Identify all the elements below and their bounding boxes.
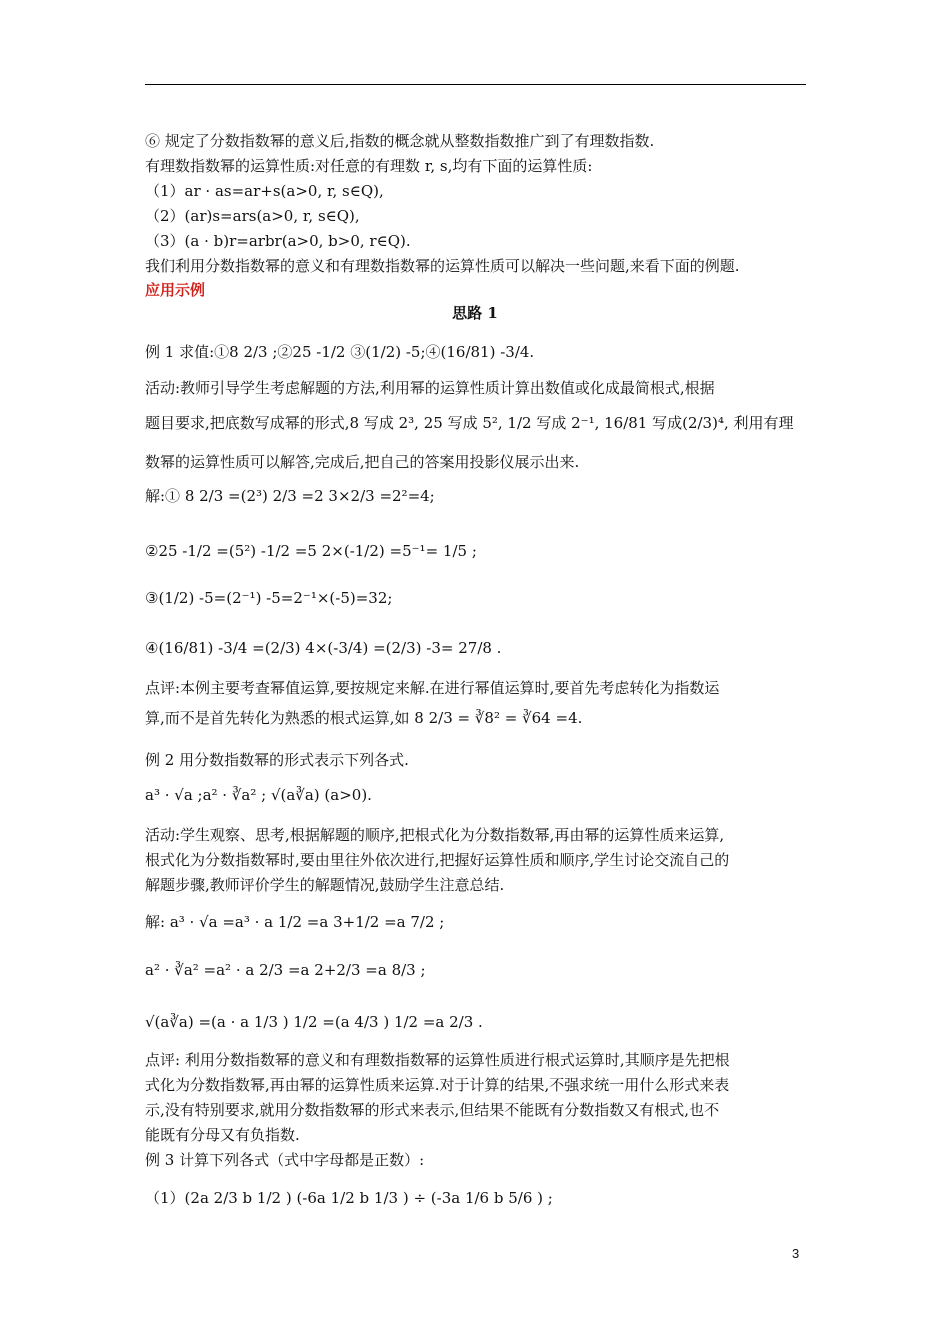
solution-line: 解:① 8 2/3 =(2³) 2/3 =2 3×2/3 =2²=4; bbox=[145, 487, 435, 505]
activity-line: 活动:教师引导学生考虑解题的方法,利用幂的运算性质计算出数值或化成最简根式,根据 bbox=[145, 379, 715, 397]
solution-line: ②25 -1/2 =(5²) -1/2 =5 2×(-1/2) =5⁻¹= 1/5 ; bbox=[145, 542, 477, 560]
review-line: 算,而不是首先转化为熟悉的根式运算,如 8 2/3 = ∛8² = ∛64 =4. bbox=[145, 709, 583, 727]
activity-line: 数幂的运算性质可以解答,完成后,把自己的答案用投影仪展示出来. bbox=[145, 453, 580, 471]
example-3-title: 例 3 计算下列各式（式中字母都是正数）: bbox=[145, 1151, 425, 1169]
formula-line: （3）(a · b)r=arbr(a>0, b>0, r∈Q). bbox=[145, 232, 411, 250]
review-line: 式化为分数指数幂,再由幂的运算性质来运算.对于计算的结果,不强求统一用什么形式来表 bbox=[145, 1076, 730, 1094]
activity-line: 活动:学生观察、思考,根据解题的顺序,把根式化为分数指数幂,再由幂的运算性质来运算, bbox=[145, 826, 725, 844]
subheading: 思路 1 bbox=[452, 304, 498, 322]
activity-line: 解题步骤,教师评价学生的解题情况,鼓励学生注意总结. bbox=[145, 876, 505, 894]
activity-line: 根式化为分数指数幂时,要由里往外依次进行,把握好运算性质和顺序,学生讨论交流自己的 bbox=[145, 851, 730, 869]
formula-line: （2）(ar)s=ars(a>0, r, s∈Q), bbox=[145, 207, 360, 225]
example-1-title: 例 1 求值:①8 2/3 ;②25 -1/2 ③(1/2) -5;④(16/81) -3/4. bbox=[145, 343, 535, 361]
formula-line: （1）(2a 2/3 b 1/2 ) (-6a 1/2 b 1/3 ) ÷ (-3a 1/6 b 5/6 ) ; bbox=[145, 1189, 553, 1207]
solution-line: 解: a³ · √a =a³ · a 1/2 =a 3+1/2 =a 7/2 ; bbox=[145, 913, 445, 931]
formula-line: （1）ar · as=ar+s(a>0, r, s∈Q), bbox=[145, 182, 384, 200]
review-line: 点评: 利用分数指数幂的意义和有理数指数幂的运算性质进行根式运算时,其顺序是先把根 bbox=[145, 1051, 730, 1069]
review-line: 示,没有特别要求,就用分数指数幂的形式来表示,但结果不能既有分数指数又有根式,也不 bbox=[145, 1101, 720, 1119]
paragraph: 有理数指数幂的运算性质:对任意的有理数 r, s,均有下面的运算性质: bbox=[145, 157, 593, 175]
solution-line: a² · ∛a² =a² · a 2/3 =a 2+2/3 =a 8/3 ; bbox=[145, 961, 426, 979]
activity-line: 题目要求,把底数写成幂的形式,8 写成 2³, 25 写成 5², 1/2 写成 2⁻¹, 16/81 写成(2/3)⁴, 利用有理 bbox=[145, 414, 794, 432]
section-heading: 应用示例 bbox=[145, 281, 206, 299]
formula-line: a³ · √a ;a² · ∛a² ; √(a∛a) (a>0). bbox=[145, 786, 372, 804]
solution-line: ④(16/81) -3/4 =(2/3) 4×(-3/4) =(2/3) -3= 27/8 . bbox=[145, 639, 502, 657]
paragraph: 我们利用分数指数幂的意义和有理数指数幂的运算性质可以解决一些问题,来看下面的例题. bbox=[145, 257, 740, 275]
solution-line: √(a∛a) =(a · a 1/3 ) 1/2 =(a 4/3 ) 1/2 =a 2/3 . bbox=[145, 1013, 483, 1031]
page-number: 3 bbox=[792, 1246, 800, 1261]
paragraph: ⑥ 规定了分数指数幂的意义后,指数的概念就从整数指数推广到了有理数指数. bbox=[145, 132, 655, 150]
review-line: 点评:本例主要考查幂值运算,要按规定来解.在进行幂值运算时,要首先考虑转化为指数运 bbox=[145, 679, 720, 697]
header-rule bbox=[145, 84, 806, 85]
review-line: 能既有分母又有负指数. bbox=[145, 1126, 300, 1144]
solution-line: ③(1/2) -5=(2⁻¹) -5=2⁻¹×(-5)=32; bbox=[145, 589, 393, 607]
example-2-title: 例 2 用分数指数幂的形式表示下列各式. bbox=[145, 751, 409, 769]
